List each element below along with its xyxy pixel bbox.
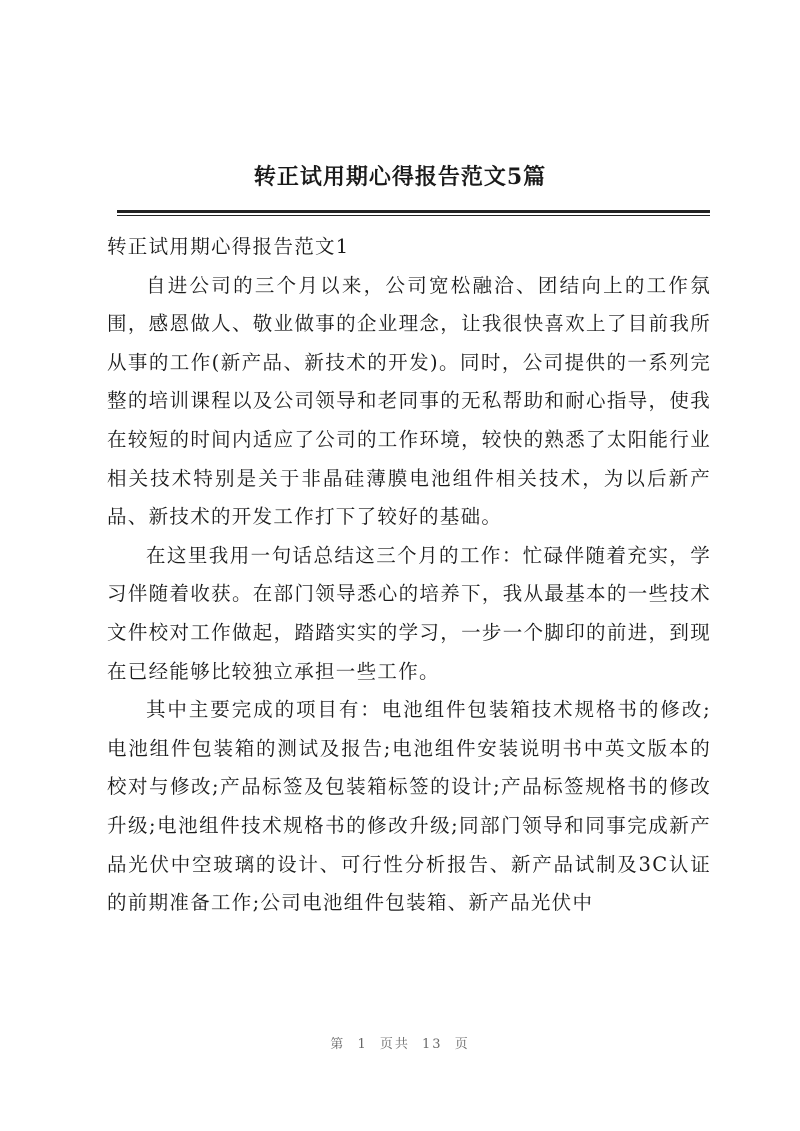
paragraph-1: 自进公司的三个月以来，公司宽松融洽、团结向上的工作氛围，感恩做人、敬业做事的企业理念，让我很快喜欢上了目前我所从事的工作(新产品、新技术的开发)。同时，公司提供的一系列完整的培训课程以及公司领导和老同事的无私帮助和耐心指导，使我在较短的时间内适应了公司的工作环境，较快的熟悉了太阳能行业相关技术特别是关于非晶硅薄膜电池组件相关技术，为以后新产品、新技术的开发工作打下了较好的基础。 (107, 273, 711, 529)
document-body (107, 228, 711, 923)
page-footer (0, 1033, 800, 1052)
footer-prefix: 第 (330, 1037, 346, 1052)
paragraph-2: 在这里我用一句话总结这三个月的工作：忙碌伴随着充实，学习伴随着收获。在部门领导悉心的培养下，我从最基本的一些技术文件校对工作做起，踏踏实实的学习，一步一个脚印的前进，到现在已经能够比较独立承担一些工作。 (107, 543, 711, 683)
title-divider (117, 210, 710, 213)
paragraph-3: 其中主要完成的项目有：电池组件包装箱技术规格书的修改;电池组件包装箱的测试及报告;电池组件安装说明书中英文版本的校对与修改;产品标签及包装箱标签的设计;产品标签规格书的修改升级;电池组件技术规格书的修改升级;同部门领导和同事完成新产品光伏中空玻璃的设计、可行性分析报告、新产品试制及3C认证的前期准备工作;公司电池组件包装箱、新产品光伏中 (107, 698, 711, 915)
footer-mid: 页共 (379, 1037, 410, 1052)
footer-suffix: 页 (454, 1037, 470, 1052)
document-title: 转正试用期心得报告范文5篇 (253, 164, 547, 190)
footer-total-pages: 13 (422, 1037, 443, 1052)
footer-current-page: 1 (357, 1037, 368, 1052)
section-heading: 转正试用期心得报告范文1 (107, 235, 350, 258)
